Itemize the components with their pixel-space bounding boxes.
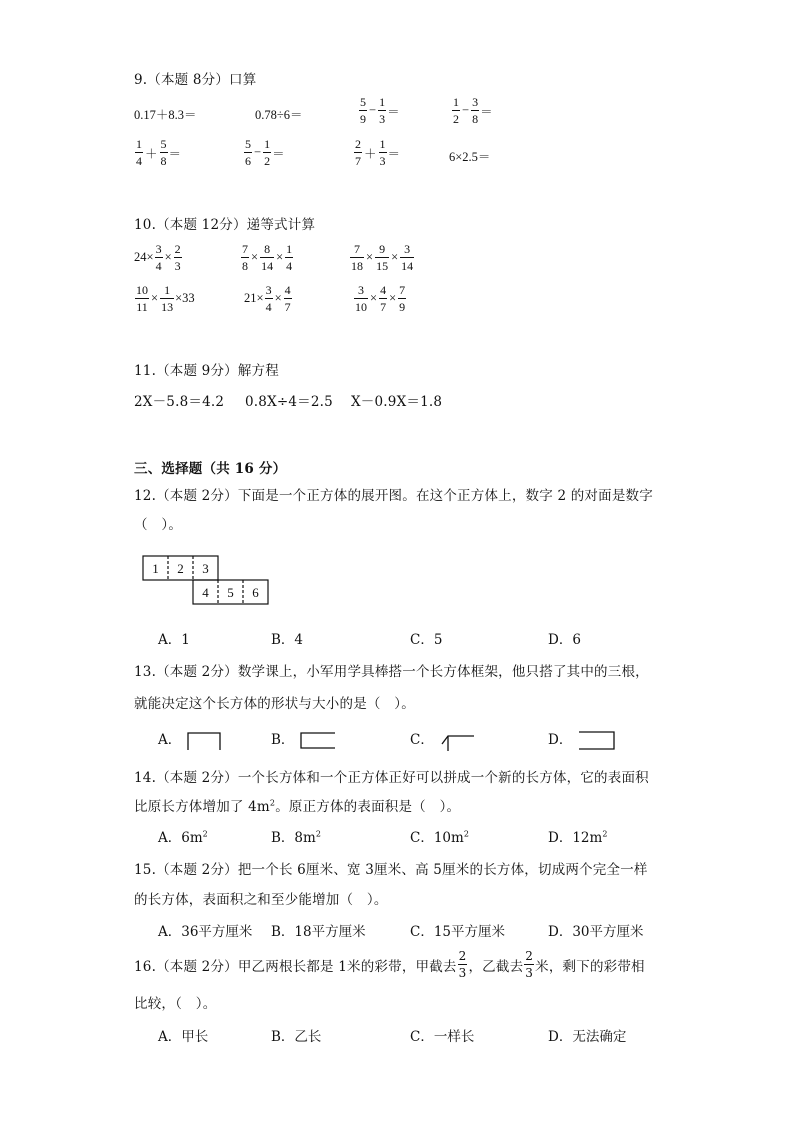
fraction: $\frac{2}{3}$: [174, 242, 181, 273]
q10-expr-1: 24× $\frac{3}{4}$ × $\frac{2}{3}$: [134, 242, 181, 273]
q9-item-7: $\frac{2}{7}$ ＋ $\frac{1}{3}$ ＝: [355, 137, 401, 168]
q9-item-5: $\frac{1}{4}$ ＋ $\frac{5}{8}$ ＝: [136, 137, 182, 168]
fraction: $\frac{1}{13}$: [161, 283, 174, 314]
q10-expr-4: $\frac{10}{11}$ × $\frac{1}{13}$ ×33: [136, 283, 195, 314]
fraction: $\frac{1}{2}$: [453, 95, 459, 126]
q10-expr-5: 21× $\frac{3}{4}$ × $\frac{4}{7}$: [244, 283, 291, 314]
q13-text-line1: 13.（本题 2分）数学课上，小军用学具棒搭一个长方体框架，他只搭了其中的三根，: [134, 664, 649, 680]
fraction: $\frac{3}{4}$: [265, 283, 272, 314]
q13-option-a[interactable]: A．: [158, 728, 222, 751]
q14-option-c[interactable]: C．$10m^2$: [410, 829, 469, 846]
q12-option-b[interactable]: B．4: [271, 632, 304, 648]
fraction: $\frac{7}{18}$: [351, 242, 363, 273]
fraction: $\frac{2}{3}$: [458, 949, 467, 980]
fraction: $\frac{1}{4}$: [286, 242, 293, 273]
frame-open-right-icon: [299, 731, 337, 751]
net-face-4: 4: [202, 585, 209, 600]
q14-option-b[interactable]: B．$8m^2$: [271, 829, 321, 846]
cube-net-diagram: [142, 555, 272, 609]
fraction: $\frac{7}{8}$: [242, 242, 248, 273]
fraction: $\frac{2}{7}$: [355, 137, 361, 168]
q14-text-line1: 14.（本题 2分）一个长方体和一个正方体正好可以拼成一个新的长方体，它的表面积: [134, 770, 649, 786]
q12-option-c[interactable]: C．5: [410, 632, 443, 648]
fraction: $\frac{5}{8}$: [160, 137, 167, 168]
q16-option-c[interactable]: C．一样长: [410, 1029, 475, 1045]
q16-option-a[interactable]: A．甲长: [158, 1029, 209, 1045]
fraction: $\frac{4}{7}$: [380, 283, 387, 314]
fraction: $\frac{1}{2}$: [264, 137, 271, 168]
q12-option-d[interactable]: D．6: [548, 632, 581, 648]
fraction: $\frac{3}{14}$: [401, 242, 414, 273]
q15-option-a[interactable]: A．36平方厘米: [158, 924, 253, 940]
section-heading: 三、选择题（共 16 分）: [134, 461, 287, 477]
q14-option-d[interactable]: D．$12m^2$: [548, 829, 608, 846]
q10-expr-6: $\frac{3}{10}$ × $\frac{4}{7}$ × $\frac{7}{9}$: [355, 283, 406, 314]
q16-text-line1: 16.（本题 2分）甲乙两根长都是 1米的彩带，甲截去 $\frac{2}{3}$ ，乙截去 $\frac{2}{3}$ 米，剩下的彩带相: [134, 949, 645, 980]
frame-open-bottom-icon: [186, 731, 222, 751]
fraction: $\frac{1}{4}$: [136, 137, 142, 168]
q10-title: 10.（本题 12分）递等式计算: [134, 217, 316, 233]
q9-item-1: 0.17＋8.3＝: [134, 108, 197, 122]
net-face-1: 1: [152, 561, 159, 576]
frame-3d-corner-icon: [438, 730, 476, 752]
net-face-5: 5: [227, 585, 234, 600]
fraction: $\frac{1}{3}$: [379, 137, 386, 168]
fraction: $\frac{10}{11}$: [136, 283, 148, 314]
q11-eq-2: 0.8X÷4＝2.5: [245, 394, 333, 410]
fraction: $\frac{4}{7}$: [284, 283, 291, 314]
q14-option-a[interactable]: A．$6m^2$: [158, 829, 208, 846]
q16-option-b[interactable]: B．乙长: [271, 1029, 322, 1045]
fraction: $\frac{5}{9}$: [360, 95, 366, 126]
net-face-6: 6: [252, 585, 259, 600]
fraction: $\frac{7}{9}$: [399, 283, 406, 314]
q13-text-line2: 就能决定这个长方体的形状与大小的是（ ）。: [134, 696, 415, 712]
q15-option-b[interactable]: B．18平方厘米: [271, 924, 366, 940]
q9-item-4: $\frac{1}{2}$ − $\frac{3}{8}$ ＝: [453, 95, 493, 126]
q10-expr-2: $\frac{7}{8}$ × $\frac{8}{14}$ × $\frac{1}{4}$: [242, 242, 293, 273]
q15-option-c[interactable]: C．15平方厘米: [410, 924, 506, 940]
frame-open-left-icon: [577, 730, 617, 752]
q14-text-line2: 比原长方体增加了 $4m^2$。原正方体的表面积是（ ）。: [134, 798, 461, 815]
q11-title: 11.（本题 9分）解方程: [134, 363, 279, 379]
fraction: $\frac{9}{15}$: [376, 242, 389, 273]
q11-eq-3: X－0.9X＝1.8: [351, 394, 443, 410]
q13-option-c[interactable]: C．: [410, 728, 476, 752]
fraction: $\frac{8}{14}$: [261, 242, 274, 273]
fraction: $\frac{3}{10}$: [355, 283, 367, 314]
q9-item-8: 6×2.5＝: [449, 150, 491, 164]
fraction: $\frac{1}{3}$: [379, 95, 386, 126]
fraction: $\frac{3}{8}$: [472, 95, 479, 126]
q12-option-a[interactable]: A．1: [158, 632, 190, 648]
q15-text-line2: 的长方体，表面积之和至少能增加（ ）。: [134, 892, 388, 908]
q12-text-line2: （ ）。: [134, 517, 183, 533]
q16-text-line2: 比较，（ ）。: [134, 996, 217, 1012]
q15-text-line1: 15.（本题 2分）把一个长 6厘米、宽 3厘米、高 5厘米的长方体，切成两个完全一样: [134, 862, 648, 878]
q16-option-d[interactable]: D．无法确定: [548, 1029, 627, 1045]
q13-option-d[interactable]: D．: [548, 728, 617, 752]
fraction: $\frac{5}{6}$: [245, 137, 251, 168]
q11-eq-1: 2X－5.8＝4.2: [134, 394, 225, 410]
q12-text-line1: 12.（本题 2分）下面是一个正方体的展开图。在这个正方体上，数字 2 的对面是数字: [134, 488, 653, 504]
q9-item-2: 0.78÷6＝: [255, 108, 303, 122]
q10-expr-3: $\frac{7}{18}$ × $\frac{9}{15}$ × $\frac{3}{14}$: [351, 242, 414, 273]
q13-option-b[interactable]: B．: [271, 728, 337, 751]
q9-item-6: $\frac{5}{6}$ − $\frac{1}{2}$ ＝: [245, 137, 285, 168]
net-face-3: 3: [202, 561, 209, 576]
q9-item-3: $\frac{5}{9}$ − $\frac{1}{3}$ ＝: [360, 95, 400, 126]
q15-option-d[interactable]: D．30平方厘米: [548, 924, 644, 940]
fraction: $\frac{2}{3}$: [525, 949, 534, 980]
fraction: $\frac{3}{4}$: [155, 242, 162, 273]
q9-title: 9.（本题 8分）口算: [134, 72, 257, 88]
net-face-2: 2: [177, 561, 184, 576]
